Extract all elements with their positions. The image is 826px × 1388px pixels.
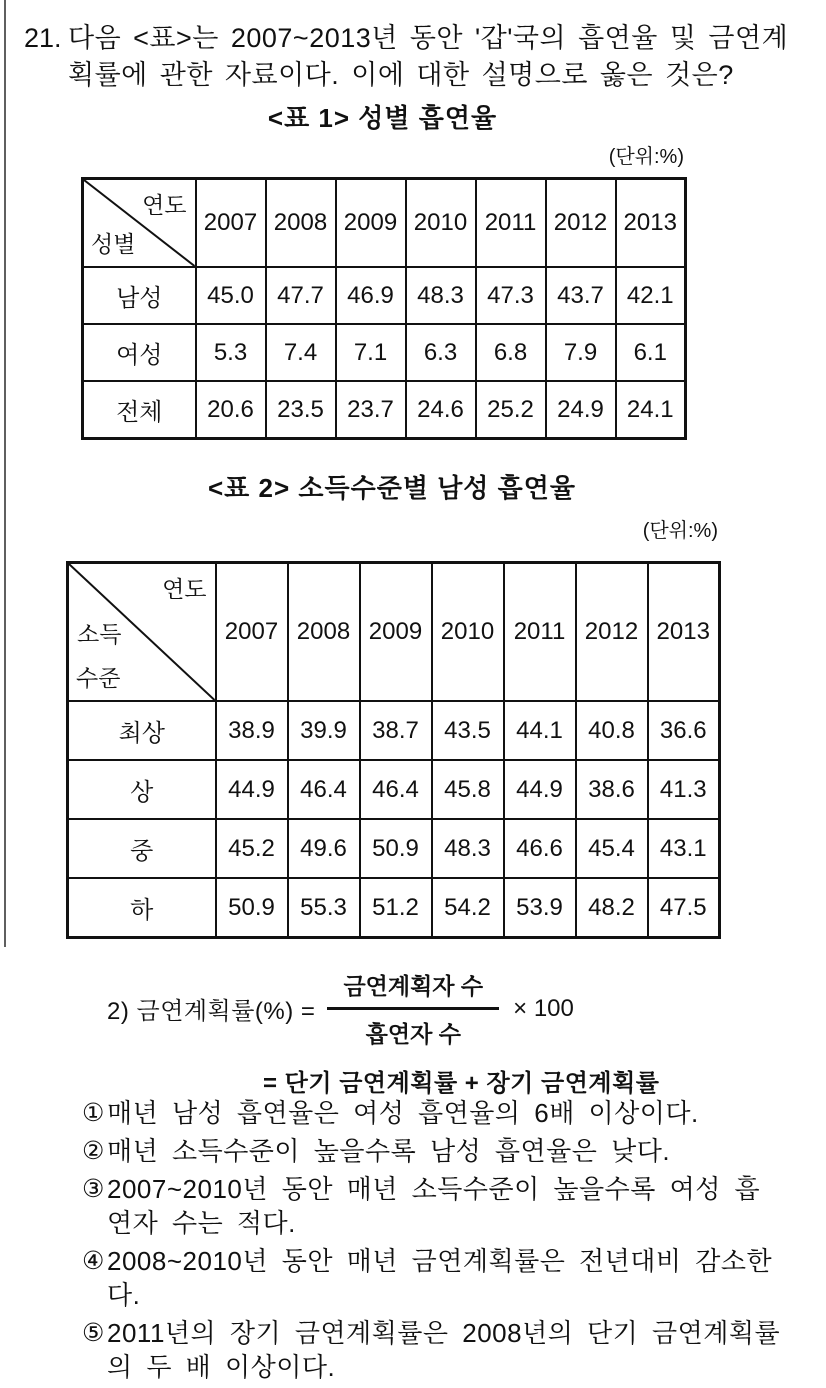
- option-4-text: [107, 1244, 772, 1312]
- table-cell: 49.6: [288, 819, 360, 878]
- table-cell: 5.3: [196, 324, 266, 381]
- table-cell: 24.1: [616, 381, 686, 439]
- left-column-rule: [4, 0, 6, 947]
- table2-year-header: 2009: [360, 563, 432, 702]
- table2-corner-cell: [68, 563, 216, 702]
- table2-row-high: [68, 760, 720, 819]
- table-cell: 38.9: [216, 701, 288, 760]
- option-2-marker: ②: [82, 1137, 105, 1165]
- table2-year-header: 2012: [576, 563, 648, 702]
- table1-row-male: [83, 267, 686, 324]
- table1-year-header: 2011: [476, 179, 546, 268]
- table-cell: 25.2: [476, 381, 546, 439]
- table1-year-header: 2013: [616, 179, 686, 268]
- row-label: 여성: [83, 324, 196, 381]
- table2-row-low: [68, 878, 720, 938]
- table-cell: 23.7: [336, 381, 406, 439]
- table-cell: 38.6: [576, 760, 648, 819]
- option-4-marker: ④: [82, 1247, 105, 1275]
- table-cell: 6.3: [406, 324, 476, 381]
- table-cell: 47.5: [648, 878, 720, 938]
- option-line: 2008~2010년 동안 매년 금연계획률은 전년대비 감소한: [107, 1246, 773, 1276]
- table-cell: 7.1: [336, 324, 406, 381]
- table2-year-header: 2008: [288, 563, 360, 702]
- corner-label-year: 연도: [142, 192, 187, 218]
- fraction-denominator: 흡연자 수: [327, 1007, 499, 1049]
- table-cell: 48.3: [432, 819, 504, 878]
- question-block: [24, 20, 808, 94]
- table1-year-header: 2007: [196, 179, 266, 268]
- table2-year-header: 2011: [504, 563, 576, 702]
- table1-row-female: [83, 324, 686, 381]
- option-line: 2007~2010년 동안 매년 소득수준이 높을수록 여성 흡: [107, 1174, 761, 1204]
- table-cell: 42.1: [616, 267, 686, 324]
- table-cell: 54.2: [432, 878, 504, 938]
- quit-plan-rate-formula: [107, 968, 659, 1098]
- answer-options: [82, 1096, 818, 1388]
- formula-fraction: [327, 968, 499, 1049]
- table2-header-row: [68, 563, 720, 702]
- option-4: [82, 1244, 818, 1312]
- table-cell: 6.8: [476, 324, 546, 381]
- table-cell: 23.5: [266, 381, 336, 439]
- table-cell: 6.1: [616, 324, 686, 381]
- table-cell: 45.0: [196, 267, 266, 324]
- question-number: 21.: [24, 23, 62, 53]
- option-5-marker: ⑤: [82, 1319, 105, 1347]
- formula-second-line: = 단기 금연계획률 + 장기 금연계획률: [263, 1070, 660, 1097]
- table-cell: 47.3: [476, 267, 546, 324]
- option-5-text: [107, 1316, 780, 1384]
- option-line: 의 두 배 이상이다.: [107, 1352, 336, 1382]
- table-cell: 48.3: [406, 267, 476, 324]
- table-cell: 44.1: [504, 701, 576, 760]
- table-cell: 47.7: [266, 267, 336, 324]
- row-label: 남성: [83, 267, 196, 324]
- row-label: 최상: [68, 701, 216, 760]
- question-text-line1: 다음 <표>는 2007~2013년 동안 '갑'국의 흡연율 및 금연계: [68, 23, 789, 53]
- table-cell: 24.6: [406, 381, 476, 439]
- option-1-marker: ①: [82, 1099, 105, 1127]
- table-cell: 43.5: [432, 701, 504, 760]
- option-line: 2011년의 장기 금연계획률은 2008년의 단기 금연계획률: [107, 1318, 781, 1348]
- option-3: [82, 1172, 818, 1240]
- row-label: 중: [68, 819, 216, 878]
- option-5: [82, 1316, 818, 1384]
- corner-label-year: 연도: [162, 576, 207, 602]
- table-cell: 7.9: [546, 324, 616, 381]
- table-cell: 46.4: [288, 760, 360, 819]
- table2-year-header: 2010: [432, 563, 504, 702]
- table2-income-male-smoking-rate: [66, 561, 721, 939]
- table-cell: 38.7: [360, 701, 432, 760]
- table1-title: <표 1> 성별 흡연율: [267, 103, 498, 133]
- option-2-text: [107, 1134, 670, 1168]
- table-cell: 36.6: [648, 701, 720, 760]
- table1-gender-smoking-rate: [81, 177, 687, 440]
- row-label: 하: [68, 878, 216, 938]
- corner-label-gender: 성별: [91, 231, 136, 257]
- option-line: 연자 수는 적다.: [107, 1208, 296, 1238]
- table-cell: 43.1: [648, 819, 720, 878]
- formula-multiplier: × 100: [513, 994, 574, 1022]
- table-cell: 44.9: [504, 760, 576, 819]
- table-cell: 7.4: [266, 324, 336, 381]
- table-cell: 24.9: [546, 381, 616, 439]
- formula-prefix: 2) 금연계획률(%) =: [107, 998, 316, 1025]
- table2-year-header: 2007: [216, 563, 288, 702]
- option-3-text: [107, 1172, 760, 1240]
- table-cell: 45.2: [216, 819, 288, 878]
- option-3-marker: ③: [82, 1175, 105, 1203]
- table-cell: 44.9: [216, 760, 288, 819]
- table2-year-header: 2013: [648, 563, 720, 702]
- option-1: [82, 1096, 818, 1130]
- table-cell: 20.6: [196, 381, 266, 439]
- corner-label-income1: 소득: [77, 621, 122, 647]
- table-cell: 50.9: [216, 878, 288, 938]
- option-line: 다.: [107, 1280, 141, 1310]
- table1-year-header: 2010: [406, 179, 476, 268]
- table-cell: 48.2: [576, 878, 648, 938]
- table-cell: 41.3: [648, 760, 720, 819]
- table-cell: 45.8: [432, 760, 504, 819]
- fraction-numerator: 금연계획자 수: [343, 973, 484, 999]
- table-cell: 39.9: [288, 701, 360, 760]
- table1-header-row: [83, 179, 686, 268]
- table1-row-total: [83, 381, 686, 439]
- table2-row-middle: [68, 819, 720, 878]
- table-cell: 46.4: [360, 760, 432, 819]
- table1-corner-cell: [83, 179, 196, 268]
- table-cell: 40.8: [576, 701, 648, 760]
- option-2: [82, 1134, 818, 1168]
- row-label: 전체: [83, 381, 196, 439]
- table-cell: 55.3: [288, 878, 360, 938]
- table-cell: 45.4: [576, 819, 648, 878]
- table-cell: 50.9: [360, 819, 432, 878]
- table-cell: 43.7: [546, 267, 616, 324]
- table2-row-highest: [68, 701, 720, 760]
- option-line: 매년 남성 흡연율은 여성 흡연율의 6배 이상이다.: [107, 1098, 699, 1128]
- table-cell: 53.9: [504, 878, 576, 938]
- table1-year-header: 2012: [546, 179, 616, 268]
- row-label: 상: [68, 760, 216, 819]
- table2-unit-label: (단위:%): [642, 520, 718, 542]
- table-cell: 46.9: [336, 267, 406, 324]
- option-1-text: [107, 1096, 699, 1130]
- table1-year-header: 2009: [336, 179, 406, 268]
- table-cell: 46.6: [504, 819, 576, 878]
- question-text: [68, 20, 788, 94]
- table-cell: 51.2: [360, 878, 432, 938]
- table2-title: <표 2> 소득수준별 남성 흡연율: [208, 473, 576, 503]
- table1-unit-label: (단위:%): [608, 146, 684, 168]
- formula-row: [107, 968, 659, 1049]
- table1-year-header: 2008: [266, 179, 336, 268]
- option-line: 매년 소득수준이 높을수록 남성 흡연율은 낮다.: [107, 1136, 671, 1166]
- corner-label-income2: 수준: [76, 665, 121, 691]
- question-text-line2: 획률에 관한 자료이다. 이에 대한 설명으로 옳은 것은?: [68, 60, 734, 90]
